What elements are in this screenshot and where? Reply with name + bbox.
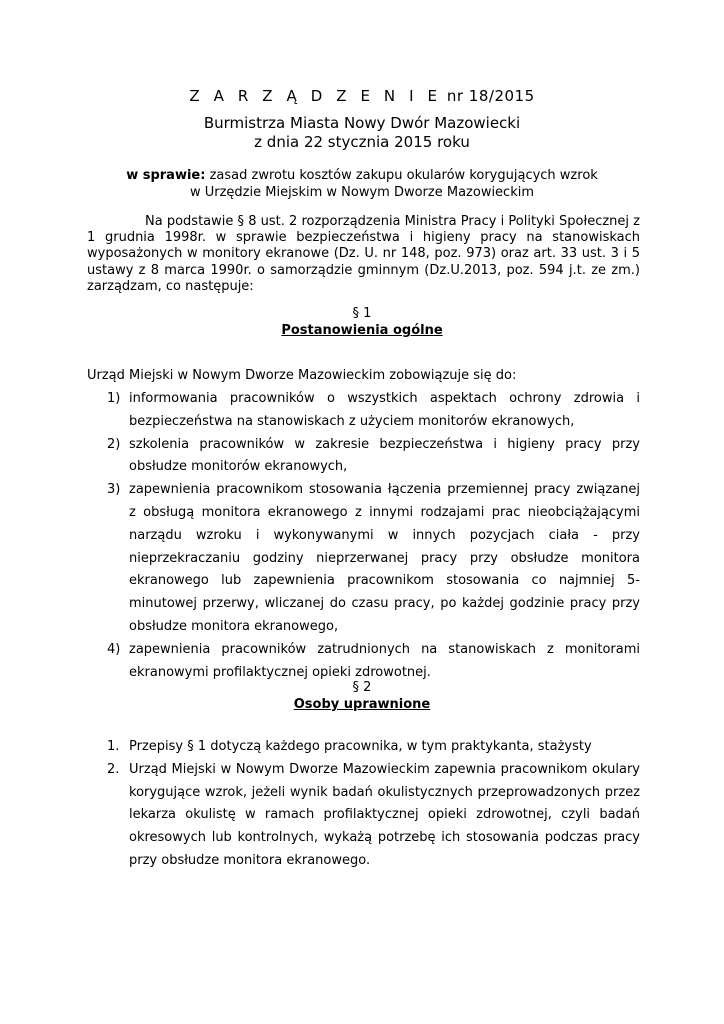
- subject-label: w sprawie:: [126, 168, 206, 183]
- section-1-list: [87, 388, 640, 684]
- section-2-title: Osoby uprawnione: [293, 697, 431, 712]
- section-1-number: § 1: [352, 306, 372, 321]
- list-marker: 3): [107, 482, 121, 498]
- list-marker: 1.: [107, 739, 120, 754]
- list-item-text: szkolenia pracowników w zakresie bezpieczeństwa i higieny pracy przy obsłudze monitorów ekranowych,: [129, 436, 640, 475]
- section-1-heading: [0, 305, 724, 339]
- section-1-title: Postanowienia ogólne: [281, 323, 443, 338]
- section-2-number: § 2: [352, 680, 372, 695]
- list-marker: 1): [107, 391, 121, 406]
- document-title: [0, 86, 724, 106]
- list-item: [87, 759, 640, 873]
- list-item: [87, 479, 640, 639]
- subject-line-1: [0, 167, 724, 184]
- section-1-lead: Urząd Miejski w Nowym Dworze Mazowieckim zobowiązuje się do:: [87, 368, 517, 383]
- list-item: [87, 639, 640, 685]
- list-marker: 4): [107, 641, 121, 657]
- title-number: nr 18/2015: [446, 87, 535, 105]
- list-item-text: informowania pracowników o wszystkich aspektach ochrony zdrowia i bezpieczeństwa na stanowiskach z użyciem monitorów ekranowych,: [129, 391, 640, 429]
- list-marker: 2): [107, 436, 121, 452]
- document-date: z dnia 22 stycznia 2015 roku: [254, 133, 470, 151]
- list-item-text: Przepisy § 1 dotyczą każdego pracownika, w tym praktykanta, stażysty: [129, 739, 592, 754]
- subject-block: [0, 167, 724, 201]
- list-item-text: Urząd Miejski w Nowym Dworze Mazowieckim zapewnia pracownikom okulary korygujące wzrok, jeżeli wynik badań okulistycznych przeprowadzonych przez lekarza okulistę w ramach profilaktycznej opieki zdrowotnej, czyli badań okresowych lub kontrolnych, wykażą potrzebę ich stosowania podczas pracy przy obsłudze monitora ekranowego.: [129, 761, 640, 868]
- title-word: Z A R Z Ą D Z E N I E: [189, 87, 442, 105]
- section-2-list: [87, 736, 640, 873]
- list-marker: 2.: [107, 761, 120, 777]
- list-item-text: zapewnienia pracownikom stosowania łączenia przemiennej pracy związanej z obsługą monitora ekranowego z innymi rodzajami prac nieobciążającymi narządu wzroku i wykonywanymi w innych pozycjach ciała - przy nieprzekraczaniu godziny nieprzerwanej pracy przy obsłudze monitora ekranowego lub zapewnienia pracownikom stosowania co najmniej 5-minutowej przerwy, wliczanej do czasu pracy, po każdej godzinie pracy przy obsłudze monitora ekranowego,: [129, 482, 640, 634]
- issuer-block: [0, 114, 724, 152]
- issuer-name: Burmistrza Miasta Nowy Dwór Mazowiecki: [203, 114, 521, 132]
- subject-text-2: w Urzędzie Miejskim w Nowym Dworze Mazowieckim: [189, 185, 535, 200]
- legal-basis-paragraph: Na podstawie § 8 ust. 2 rozporządzenia Ministra Pracy i Polityki Społecznej z 1 grudnia 1998r. w sprawie bezpieczeństwa i higieny pracy na stanowiskach wyposażonych w monitory ekranowe (Dz. U. nr 148, poz. 973) oraz art. 33 ust. 3 i 5 ustawy z 8 marca 1990r. o samorządzie gminnym (Dz.U.2013, poz. 594 j.t. ze zm.) zarządzam, co następuje:: [87, 214, 640, 294]
- list-item: [87, 434, 640, 480]
- list-item: [87, 388, 640, 434]
- subject-text-1: zasad zwrotu kosztów zakupu okularów korygujących wzrok: [209, 168, 598, 183]
- list-item: [87, 736, 640, 759]
- section-2-heading: [0, 679, 724, 713]
- list-item-text: zapewnienia pracowników zatrudnionych na stanowiskach z monitorami ekranowymi profilaktycznej opieki zdrowotnej.: [129, 641, 640, 680]
